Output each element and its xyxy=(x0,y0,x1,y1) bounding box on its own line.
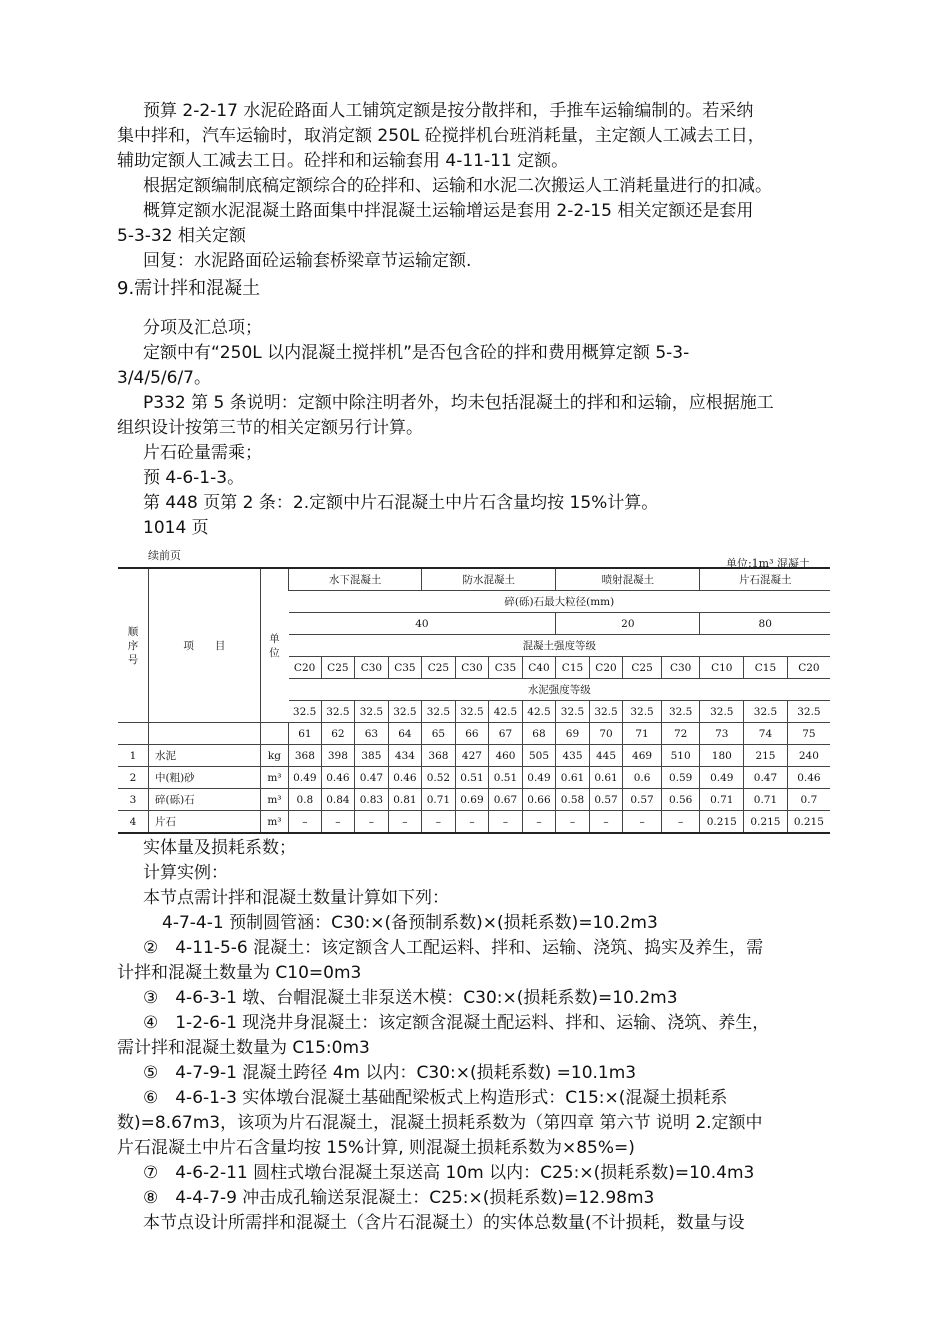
grade-cell: C20 xyxy=(589,657,623,679)
value-cell: 427 xyxy=(455,745,489,767)
value-cell: – xyxy=(661,811,700,834)
paragraph-line: P332 第 5 条说明：定额中除注明者外，均未包括混凝土的拌和和运输，应根据施工 xyxy=(143,393,774,413)
paragraph-line: 1014 页 xyxy=(143,518,209,538)
code-cell: 75 xyxy=(787,723,830,745)
paragraph-line: 5-3-32 相关定额 xyxy=(117,226,246,246)
code-cell: 68 xyxy=(522,723,556,745)
value-cell: 460 xyxy=(489,745,523,767)
grade-cell: C35 xyxy=(388,657,422,679)
cement-grade-cell: 32.5 xyxy=(700,701,744,723)
paragraph-line: 4-7-4-1 预制圆管涵：C30:×(备预制系数)×(损耗系数)=10.2m3 xyxy=(162,913,658,933)
code-cell: 65 xyxy=(422,723,456,745)
cement-grade-cell: 32.5 xyxy=(589,701,623,723)
paragraph-line: ④ 1-2-6-1 现浇井身混凝土：该定额含混凝土配运料、拌和、运输、浇筑、养生， xyxy=(143,1013,770,1033)
value-cell: 0.71 xyxy=(744,789,788,811)
grade-cell: C35 xyxy=(489,657,523,679)
row-item: 片石 xyxy=(148,811,260,834)
section-heading: 9.需计拌和混凝土 xyxy=(117,278,261,299)
paragraph-line: 定额中有“250L 以内混凝土搅拌机”是否包含砼的拌和费用概算定额 5-3- xyxy=(143,343,690,363)
table-caption-left: 续前页 xyxy=(148,549,181,562)
paragraph-line: ⑦ 4-6-2-11 圆柱式墩台混凝土泵送高 10m 以内：C25:×(损耗系数)=10.4m3 xyxy=(143,1163,755,1183)
cement-grade-cell: 32.5 xyxy=(556,701,590,723)
paragraph-line: 回复：水泥路面砼运输套桥梁章节运输定额. xyxy=(143,251,472,271)
value-cell: – xyxy=(623,811,662,834)
paragraph-line: ⑥ 4-6-1-3 实体墩台混凝土基础配梁板式上构造形式：C15:×(混凝土损耗系 xyxy=(143,1088,728,1108)
value-cell: – xyxy=(321,811,355,834)
paragraph-line: ③ 4-6-3-1 墩、台帽混凝土非泵送木模：C30:×(损耗系数)=10.2m3 xyxy=(143,988,678,1008)
cement-grade-cell: 32.5 xyxy=(623,701,662,723)
value-cell: 215 xyxy=(744,745,788,767)
value-cell: – xyxy=(289,811,322,834)
row-seq: 1 xyxy=(118,745,148,767)
grade-cell: C20 xyxy=(289,657,322,679)
paragraph-line: 本节点设计所需拌和混凝土（含片石混凝土）的实体总数量(不计损耗，数量与设 xyxy=(143,1213,745,1233)
value-cell: 180 xyxy=(700,745,744,767)
value-cell: 368 xyxy=(289,745,322,767)
cement-grade-cell: 32.5 xyxy=(422,701,456,723)
paragraph-line: ② 4-11-5-6 混凝土：该定额含人工配运料、拌和、运输、浇筑、捣实及养生，需 xyxy=(143,938,764,958)
paragraph-line: 需计拌和混凝土数量为 C15:0m3 xyxy=(117,1038,370,1058)
grade-cell: C30 xyxy=(455,657,489,679)
code-cell: 74 xyxy=(744,723,788,745)
value-cell: 0.47 xyxy=(744,767,788,789)
value-cell: 0.81 xyxy=(388,789,422,811)
value-cell: – xyxy=(422,811,456,834)
row-seq: 4 xyxy=(118,811,148,834)
paragraph-line: 根据定额编制底稿定额综合的砼拌和、运输和水泥二次搬运人工消耗量进行的扣减。 xyxy=(143,176,772,196)
row-unit: m³ xyxy=(260,789,288,811)
value-cell: 368 xyxy=(422,745,456,767)
value-cell: 0.57 xyxy=(623,789,662,811)
code-cell: 72 xyxy=(661,723,700,745)
code-cell: 70 xyxy=(589,723,623,745)
code-cell: 69 xyxy=(556,723,590,745)
grade-cell: C40 xyxy=(522,657,556,679)
value-cell: – xyxy=(455,811,489,834)
paragraph-line: 概算定额水泥混凝土路面集中拌混凝土运输增运是套用 2-2-15 相关定额还是套用 xyxy=(143,201,754,221)
table-caption-right: 单位:1m³ 混凝土 xyxy=(725,557,810,570)
value-cell: 240 xyxy=(787,745,830,767)
quota-table-figure xyxy=(118,545,830,828)
value-cell: 0.69 xyxy=(455,789,489,811)
grade-cell: C20 xyxy=(787,657,830,679)
group-header: 喷射混凝土 xyxy=(556,568,700,591)
paragraph-line: 第 448 页第 2 条：2.定额中片石混凝土中片石含量均按 15%计算。 xyxy=(143,493,659,513)
paragraph-line: 预 4-6-1-3。 xyxy=(143,468,245,488)
table-row xyxy=(118,745,830,767)
cement-grade-cell: 32.5 xyxy=(744,701,788,723)
row-item: 碎(砾)石 xyxy=(148,789,260,811)
code-cell: 73 xyxy=(700,723,744,745)
paragraph-line: 本节点需计拌和混凝土数量计算如下列： xyxy=(143,888,449,908)
value-cell: 0.83 xyxy=(355,789,389,811)
value-cell: 398 xyxy=(321,745,355,767)
value-cell: 0.51 xyxy=(455,767,489,789)
value-cell: 510 xyxy=(661,745,700,767)
value-cell: 0.51 xyxy=(489,767,523,789)
paragraph-line: 预算 2-2-17 水泥砼路面人工铺筑定额是按分散拌和，手推车运输编制的。若采纳 xyxy=(143,101,754,121)
value-cell: 0.58 xyxy=(556,789,590,811)
header-unit-label: 单位 xyxy=(269,632,280,659)
cement-grade-cell: 32.5 xyxy=(661,701,700,723)
paragraph-line: 3/4/5/6/7。 xyxy=(117,368,211,388)
header-item: 项 目 xyxy=(148,568,260,723)
value-cell: 0.56 xyxy=(661,789,700,811)
value-cell: 0.59 xyxy=(661,767,700,789)
value-cell: 435 xyxy=(556,745,590,767)
paragraph-line: 实体量及损耗系数； xyxy=(143,838,296,858)
aggregate-size: 40 xyxy=(289,613,556,635)
value-cell: 0.7 xyxy=(787,789,830,811)
row-item: 中(粗)砂 xyxy=(148,767,260,789)
aggregate-label: 碎(砾)石最大粒径(mm) xyxy=(289,591,830,613)
grade-cell: C25 xyxy=(623,657,662,679)
aggregate-size: 80 xyxy=(700,613,830,635)
codes-row xyxy=(118,723,830,745)
value-cell: 505 xyxy=(522,745,556,767)
header-seq-label: 顺序号 xyxy=(127,625,139,666)
value-cell: – xyxy=(589,811,623,834)
table-header-row xyxy=(118,568,830,591)
cement-grade-cell: 42.5 xyxy=(489,701,523,723)
cement-label: 水泥强度等级 xyxy=(289,679,830,701)
paragraph-line: ⑧ 4-4-7-9 冲击成孔输送泵混凝土：C25:×(损耗系数)=12.98m3 xyxy=(143,1188,655,1208)
cement-grade-cell: 32.5 xyxy=(787,701,830,723)
value-cell: – xyxy=(489,811,523,834)
blank-cell xyxy=(260,723,288,745)
quota-table xyxy=(118,567,830,834)
value-cell: 0.71 xyxy=(700,789,744,811)
paragraph-line: 片石混凝土中片石含量均按 15%计算, 则混凝土损耗系数为×85%=) xyxy=(117,1138,635,1158)
value-cell: 0.71 xyxy=(422,789,456,811)
paragraph-line: 辅助定额人工减去工日。砼拌和和运输套用 4-11-11 定额。 xyxy=(117,151,569,171)
header-unit xyxy=(260,568,288,723)
value-cell: 0.66 xyxy=(522,789,556,811)
row-unit: m³ xyxy=(260,811,288,834)
paragraph-line: 计拌和混凝土数量为 C10=0m3 xyxy=(117,963,362,983)
value-cell: 445 xyxy=(589,745,623,767)
value-cell: – xyxy=(556,811,590,834)
value-cell: 385 xyxy=(355,745,389,767)
paragraph-line: 数)=8.67m3，该项为片石混凝土，混凝土损耗系数为（第四章 第六节 说明 2.定额中 xyxy=(117,1113,763,1133)
cement-grade-cell: 32.5 xyxy=(289,701,322,723)
value-cell: 0.46 xyxy=(787,767,830,789)
value-cell: 0.8 xyxy=(289,789,322,811)
value-cell: 0.61 xyxy=(589,767,623,789)
code-cell: 71 xyxy=(623,723,662,745)
grade-cell: C25 xyxy=(321,657,355,679)
value-cell: 0.52 xyxy=(422,767,456,789)
paragraph-line: 片石砼量需乘； xyxy=(143,443,262,463)
grade-cell: C30 xyxy=(355,657,389,679)
grade-cell: C15 xyxy=(556,657,590,679)
value-cell: 0.215 xyxy=(700,811,744,834)
code-cell: 64 xyxy=(388,723,422,745)
code-cell: 63 xyxy=(355,723,389,745)
paragraph-line: ⑤ 4-7-9-1 混凝土跨径 4m 以内：C30:×(损耗系数) =10.1m3 xyxy=(143,1063,637,1083)
row-seq: 3 xyxy=(118,789,148,811)
value-cell: 0.215 xyxy=(787,811,830,834)
code-cell: 61 xyxy=(289,723,322,745)
table-row xyxy=(118,767,830,789)
value-cell: – xyxy=(388,811,422,834)
value-cell: 0.84 xyxy=(321,789,355,811)
cement-grade-cell: 32.5 xyxy=(455,701,489,723)
table-row xyxy=(118,789,830,811)
value-cell: – xyxy=(522,811,556,834)
value-cell: 434 xyxy=(388,745,422,767)
grade-cell: C30 xyxy=(661,657,700,679)
row-unit: m³ xyxy=(260,767,288,789)
group-header: 水下混凝土 xyxy=(289,568,422,591)
paragraph-line: 组织设计按第三节的相关定额另行计算。 xyxy=(117,418,423,438)
cement-grade-cell: 32.5 xyxy=(355,701,389,723)
value-cell: 0.46 xyxy=(321,767,355,789)
group-header: 防水混凝土 xyxy=(422,568,556,591)
value-cell: 0.47 xyxy=(355,767,389,789)
value-cell: 0.215 xyxy=(744,811,788,834)
value-cell: – xyxy=(355,811,389,834)
table-row xyxy=(118,811,830,834)
cement-grade-cell: 32.5 xyxy=(321,701,355,723)
value-cell: 0.49 xyxy=(289,767,322,789)
cement-grade-cell: 32.5 xyxy=(388,701,422,723)
group-header: 片石混凝土 xyxy=(700,568,830,591)
blank-cell xyxy=(148,723,260,745)
row-seq: 2 xyxy=(118,767,148,789)
value-cell: 0.46 xyxy=(388,767,422,789)
grade-cell: C25 xyxy=(422,657,456,679)
value-cell: 0.49 xyxy=(522,767,556,789)
aggregate-size: 20 xyxy=(556,613,700,635)
value-cell: 0.49 xyxy=(700,767,744,789)
cement-grade-cell: 42.5 xyxy=(522,701,556,723)
paragraph-line: 计算实例： xyxy=(143,863,228,883)
code-cell: 62 xyxy=(321,723,355,745)
row-unit: kg xyxy=(260,745,288,767)
value-cell: 0.67 xyxy=(489,789,523,811)
blank-cell xyxy=(118,723,148,745)
grade-cell: C15 xyxy=(744,657,788,679)
row-item: 水泥 xyxy=(148,745,260,767)
value-cell: 469 xyxy=(623,745,662,767)
value-cell: 0.61 xyxy=(556,767,590,789)
header-seq xyxy=(118,568,148,723)
paragraph-line: 集中拌和，汽车运输时，取消定额 250L 砼搅拌机台班消耗量，主定额人工减去工日， xyxy=(117,126,765,146)
grade-cell: C10 xyxy=(700,657,744,679)
code-cell: 66 xyxy=(455,723,489,745)
paragraph-line: 分项及汇总项； xyxy=(143,318,262,338)
code-cell: 67 xyxy=(489,723,523,745)
value-cell: 0.57 xyxy=(589,789,623,811)
grade-label: 混凝土强度等级 xyxy=(289,635,830,657)
value-cell: 0.6 xyxy=(623,767,662,789)
